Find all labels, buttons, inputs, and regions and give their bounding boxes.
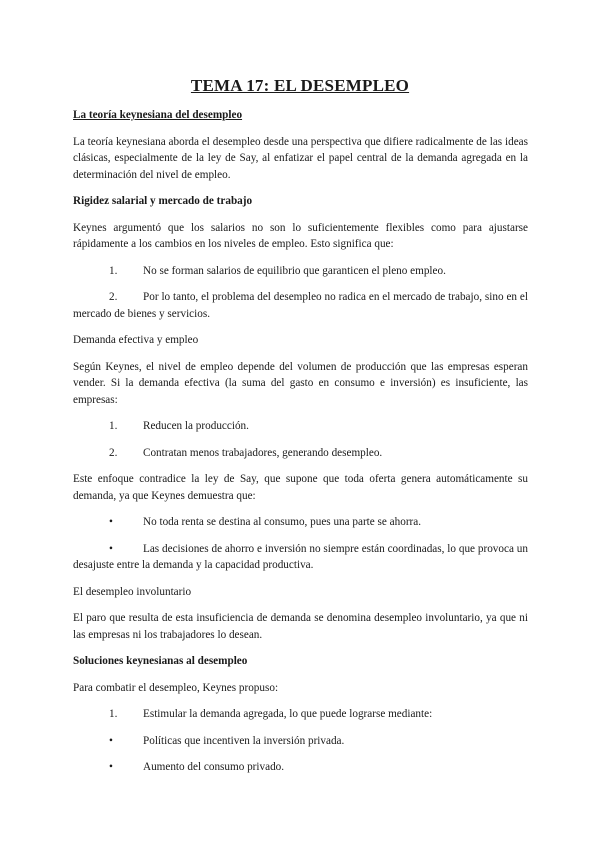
section-heading-soluciones: Soluciones keynesianas al desempleo	[73, 655, 248, 667]
bullet-item-text: Las decisiones de ahorro e inversión no siempre están coordinadas, lo que provoca un desajuste entre la demanda y la capacidad productiva.	[73, 542, 528, 571]
section-heading-teoria: La teoría keynesiana del desempleo	[73, 109, 243, 121]
bullet-item	[73, 514, 528, 531]
list-marker: 1.	[109, 264, 118, 277]
section-heading-rigidez: Rigidez salarial y mercado de trabajo	[73, 195, 253, 207]
list-item	[73, 289, 528, 322]
document-title: TEMA 17: EL DESEMPLEO	[190, 76, 410, 95]
section-heading-involuntario: El desempleo involuntario	[73, 585, 192, 598]
paragraph-teoria: La teoría keynesiana aborda el desempleo desde una perspectiva que difiere radicalmente de las ideas clásicas, especialmente de la ley de Say, al enfatizar el papel central de la demanda agregada en la determinación del nivel de empleo.	[73, 135, 528, 181]
list-marker: 1.	[109, 420, 118, 432]
list-item	[73, 445, 528, 462]
bullet-item	[73, 733, 528, 750]
bullet-item	[73, 759, 528, 776]
paragraph-involuntario: El paro que resulta de esta insuficiencia de demanda se denomina desempleo involuntario, ya que ni las empresas ni los trabajadores lo desean.	[73, 612, 528, 641]
list-item-text: Por lo tanto, el problema del desempleo no radica en el mercado de trabajo, sino en el mercado de bienes y servicios.	[73, 291, 528, 320]
bullet-marker: •	[109, 761, 113, 773]
paragraph-rigidez: Keynes argumentó que los salarios no son lo suficientemente flexibles como para ajustarse rápidamente a los cambios en los niveles de empleo. Esto significa que:	[73, 221, 528, 250]
bullet-marker: •	[109, 734, 113, 747]
list-item-text: Estimular la demanda agregada, lo que puede lograrse mediante:	[143, 708, 433, 720]
list-item	[73, 706, 528, 723]
list-item-text: No se forman salarios de equilibrio que garanticen el pleno empleo.	[143, 264, 446, 277]
list-item-text: Contratan menos trabajadores, generando desempleo.	[143, 446, 383, 459]
bullet-item-text: Aumento del consumo privado.	[143, 761, 285, 773]
list-marker: 2.	[109, 446, 118, 459]
list-item	[73, 263, 528, 280]
bullet-marker: •	[109, 516, 113, 528]
paragraph-ley-say: Este enfoque contradice la ley de Say, que supone que toda oferta genera automáticamente su demanda, ya que Keynes demuestra que:	[73, 473, 528, 502]
list-marker: 2.	[109, 291, 118, 303]
bullet-item-text: No toda renta se destina al consumo, pues una parte se ahorra.	[143, 516, 422, 528]
list-marker: 1.	[109, 708, 118, 720]
bullet-item-text: Políticas que incentiven la inversión privada.	[143, 734, 345, 747]
list-item	[73, 418, 528, 435]
bullet-marker: •	[109, 542, 113, 555]
section-heading-demanda: Demanda efectiva y empleo	[73, 334, 199, 346]
document-body	[73, 107, 528, 786]
paragraph-soluciones: Para combatir el desempleo, Keynes propuso:	[73, 681, 279, 694]
paragraph-demanda: Según Keynes, el nivel de empleo depende del volumen de producción que las empresas esperan vender. Si la demanda efectiva (la suma del gasto en consumo e inversión) es insuficiente, las empresas:	[73, 360, 528, 406]
list-item-text: Reducen la producción.	[143, 420, 249, 432]
bullet-item	[73, 541, 528, 574]
